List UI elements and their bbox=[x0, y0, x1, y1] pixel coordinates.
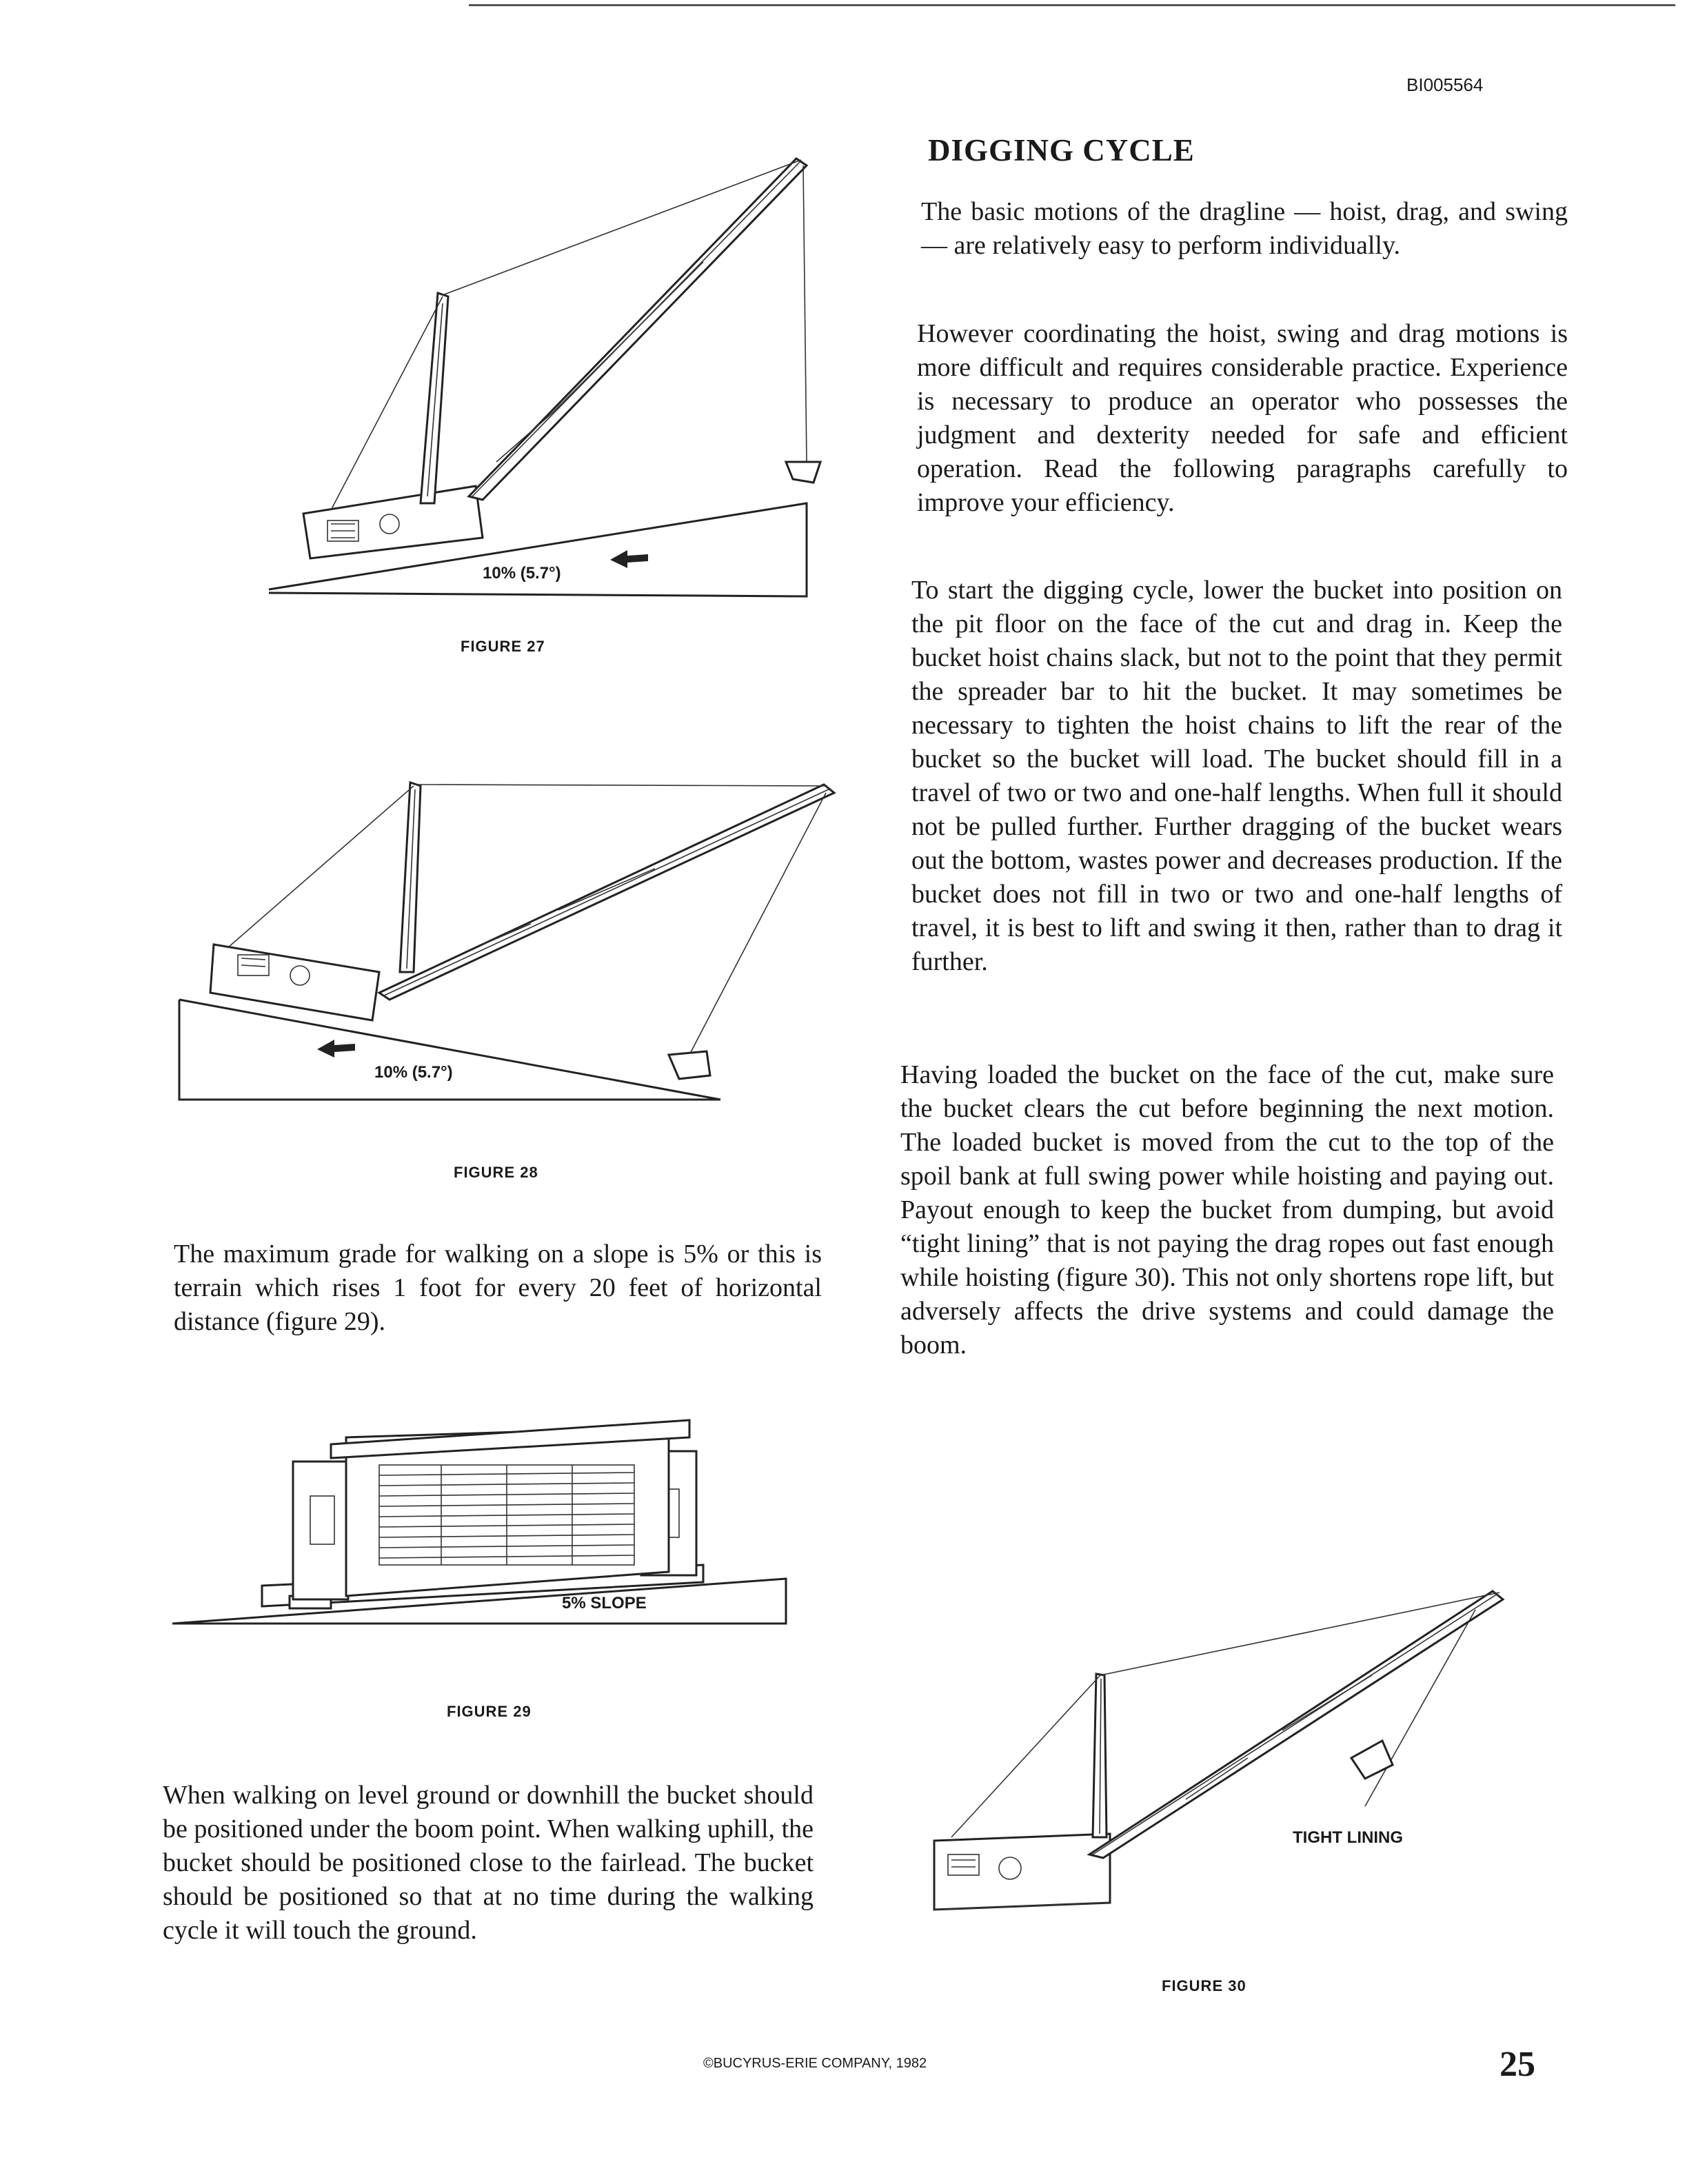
top-rule bbox=[469, 4, 1675, 6]
paragraph-coordination: However coordinating the hoist, swing and drag motions is more difficult and requires considerable practice. Experience is necessary to produce an operator who possesses the judgment and dexterity needed for safe and efficient operation. Read the following paragraphs carefully to improve your efficiency. bbox=[917, 319, 1568, 517]
figure-30-tight-lining-label: TIGHT LINING bbox=[1293, 1828, 1403, 1847]
copyright-notice: ©BUCYRUS-ERIE COMPANY, 1982 bbox=[703, 2056, 927, 2071]
direction-arrow-icon bbox=[610, 550, 648, 568]
figure-27-grade-label: 10% (5.7°) bbox=[483, 564, 561, 583]
paragraph-loaded-bucket: Having loaded the bucket on the face of the cut, make sure the bucket clears the cut before beginning the next motion. The loaded bucket is moved from the cut to the top of the spoil bank at full swing power while hoisting and paying out. Payout enough to keep the bucket from dumping, but avoid “tight lining” that is not paying the drag ropes out fast enough while hoisting (figure 30). This not only shortens rope lift, but adversely affects the drive systems and could damage the boom. bbox=[900, 1060, 1554, 1359]
document-id: BI005564 bbox=[1406, 74, 1484, 95]
direction-arrow-icon bbox=[317, 1040, 355, 1058]
paragraph-start-digging: To start the digging cycle, lower the bucket into position on the pit floor on the face of the cut and drag in. Keep the bucket hoist chains slack, but not to the point that they permit the spreader bar to hit the bucket. It may sometimes be necessary to tighten the hoist chains to lift the rear of the bucket so the bucket will load. The bucket should fill in a travel of two or two and one-half lengths. When full it should not be pulled further. Further dragging of the bucket wears out the bottom, wastes power and decreases production. If the bucket does not fill in two or two and one-half lengths of travel, it is best to lift and swing it then, rather than to drag it further. bbox=[911, 576, 1562, 976]
figure-30-tight-lining bbox=[924, 1572, 1531, 1930]
figure-28-dragline-downhill bbox=[172, 765, 848, 1124]
figure-28-grade-label: 10% (5.7°) bbox=[374, 1063, 453, 1082]
figure-27-dragline-uphill bbox=[262, 138, 827, 607]
figure-29-slope-label: 5% SLOPE bbox=[562, 1594, 647, 1612]
page-number: 25 bbox=[1500, 2045, 1535, 2084]
figure-28-caption: FIGURE 28 bbox=[454, 1164, 538, 1181]
paragraph-basic-motions: The basic motions of the dragline — hoist, drag, and swing — are relatively easy to perform individually. bbox=[921, 197, 1568, 260]
paragraph-max-grade: The maximum grade for walking on a slope is 5% or this is terrain which rises 1 foot for every 20 feet of horizontal distance (figure 29). bbox=[174, 1240, 822, 1336]
figure-29-caption: FIGURE 29 bbox=[447, 1703, 532, 1720]
figure-27-caption: FIGURE 27 bbox=[461, 638, 545, 655]
paragraph-walking-bucket: When walking on level ground or downhill the bucket should be positioned under the boom point. When walking uphill, the bucket should be positioned close to the fairlead. The bucket should be positioned so that at no time during the walking cycle it will touch the ground. bbox=[163, 1781, 814, 1945]
figure-30-caption: FIGURE 30 bbox=[1162, 1977, 1246, 1994]
figure-29-machine-on-slope bbox=[165, 1399, 827, 1634]
section-heading: DIGGING CYCLE bbox=[928, 133, 1195, 168]
